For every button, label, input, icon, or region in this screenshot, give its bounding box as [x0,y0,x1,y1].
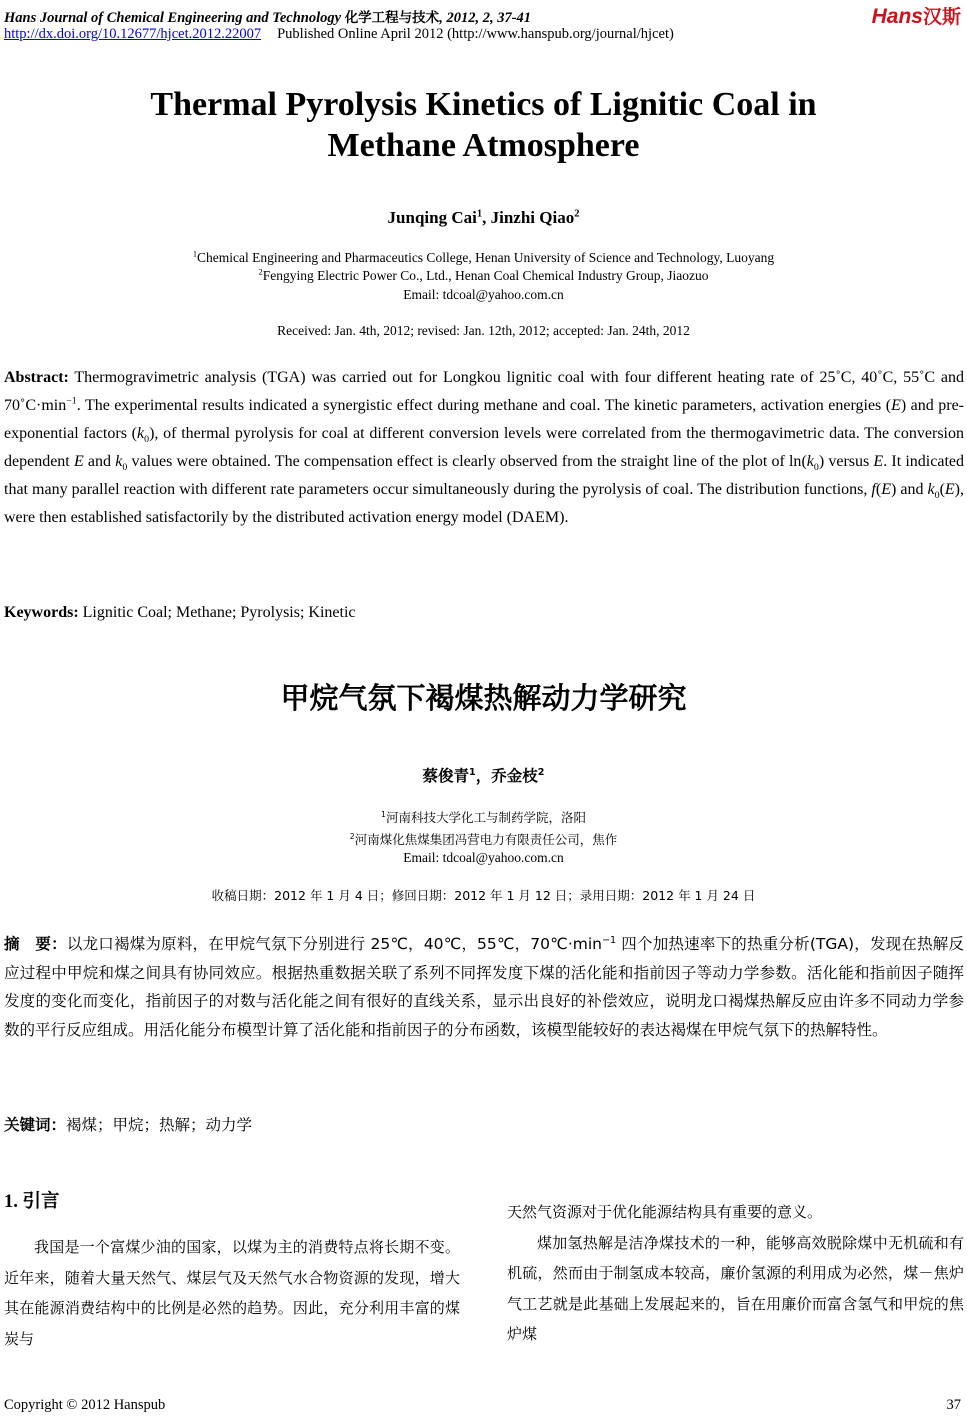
math-k0-e: $k_0(E)$ [927,481,960,502]
abstract-sup: −1 [66,395,77,407]
title-line-1: Thermal Pyrolysis Kinetics of Lignitic Coal in [150,86,817,123]
abstract-text: . It indicated that many parallel reaction with different rate parameters occur simultaneously during the pyrolysis of coal. The distribution functions, [4,453,964,498]
body-column-left [4,1232,460,1354]
cn-author-2: 乔金枝 [491,767,538,785]
affiliation-1-mark: 1 [192,249,198,259]
cn-abstract-label: 摘 要： [4,935,67,953]
cn-author-separator: ， [475,767,492,785]
body-column-right [507,1197,964,1350]
copyright: Copyright © 2012 Hanspub [4,1397,166,1413]
affiliation-2-mark: 2 [258,267,263,277]
math-k: k [137,425,145,442]
cn-affiliation-1 [0,808,967,826]
abstract-text: and [896,481,928,498]
section-title: 引言 [22,1191,60,1212]
math-e: E [873,453,884,470]
math-ln: ln [788,453,802,470]
math-k0: $(k_0)$ [131,425,155,446]
journal-name-en: Hans Journal of Chemical Engineering and Technology [4,10,342,26]
affiliation-2 [0,268,967,284]
keywords-cn [4,1113,252,1135]
affiliation-1-text: Chemical Engineering and Pharmaceutics College, Henan University of Science and Technology, Luoyang [197,250,775,265]
math-e: E [881,481,891,498]
abstract-text: Thermogravimetric analysis (TGA) was carried out for Longkou lignitic coal with four different heating rate of 25˚C, 40˚C, 55˚C and 70˚C·min [4,369,964,414]
abstract-text: , of thermal pyrolysis for coal at different conversion levels were correlated from the thermogavimetric data. The conversion dependent [4,425,965,470]
math-k: k [115,453,123,470]
body-paragraph: 我国是一个富煤少油的国家，以煤为主的消费特点将长期不变。近年来，随着大量天然气、煤层气及天然气水合物资源的发现，增大其在能源消费结构中的比例是必然的趋势。因此，充分利用丰富的煤炭与 [4,1238,460,1348]
paper-title [0,84,967,166]
math-f: f [871,481,876,498]
cn-affiliation-1-mark: 1 [381,809,386,819]
keywords-label: Keywords: [4,604,79,621]
cn-affiliation-1-text: 河南科技大学化工与制药学院，洛阳 [385,810,586,825]
cn-abstract-sup: −1 [602,934,617,946]
doi-link[interactable]: http://dx.doi.org/10.12677/hjcet.2012.22007 [4,26,262,42]
math-e: E [891,397,901,414]
abstract-cn [4,930,964,1044]
author-separator: , [482,208,491,227]
cn-received-dates: 收稿日期：2012 年 1 月 4 日；修回日期：2012 年 1 月 12 日；录用日期：2012 年 1 月 24 日 [211,888,756,903]
author-2-affil: 2 [574,208,580,220]
abstract-label: Abstract: [4,369,69,386]
hans-logo [872,2,961,29]
cn-abstract-text: 四个加热速率下的热重分析(TGA)，发现在热解反应过程中甲烷和煤之间具有协同效应。根据热重数据关联了系列不同挥发度下煤的活化能和指前因子等动力学参数。活化能和指前因子随挥发度的变化而变化，指前因子的对数与活化能之间有很好的直线关系，显示出良好的补偿效应，说明龙口褐煤热解反应由许多不同动力学参数的平行反应组成。用活化能分布模型计算了活化能和指前因子的分布函数，该模型能较好的表达褐煤在甲烷气氛下的热解特性。 [4,935,964,1039]
abstract-text: , were then established satisfactorily by the distributed activation energy model (DAEM). [4,481,964,526]
author-list [0,208,967,228]
math-k: k [806,453,814,470]
math-sub-0: 0 [144,434,150,446]
author-1: Junqing Cai [387,208,477,227]
math-sub-0: 0 [934,490,940,502]
body-paragraph: 煤加氢热解是洁净煤技术的一种，能够高效脱除煤中无机硫和有机硫，然而由于制氢成本较高，廉价氢源的利用成为必然，煤－焦炉气工艺就是此基础上发展起来的，旨在用廉价而富含氢气和甲烷的焦炉煤 [507,1233,964,1344]
journal-header [4,6,531,27]
abstract-text: and [83,453,116,470]
published-online: Published Online April 2012 (http://www.hanspub.org/journal/hjcet) [277,26,674,42]
math-sub-0: 0 [813,462,819,474]
journal-name-cn: 化学工程与技术 [344,10,440,26]
abstract-text: versus [824,453,874,470]
section-number: 1. [4,1192,23,1212]
logo-latin: Hans [871,5,923,28]
title-line-2: Methane Atmosphere [327,127,640,164]
cn-affiliation-2 [0,830,967,848]
math-sub-0: 0 [122,462,128,474]
cn-author-2-affil: 2 [537,766,545,778]
cn-author-email: Email: tdcoal@yahoo.com.cn [403,850,564,865]
abstract-text: . The experimental results indicated a synergistic effect during methane and coal. The kinetic parameters, activation energies ( [76,397,892,414]
author-email: Email: tdcoal@yahoo.com.cn [403,287,564,302]
cn-title: 甲烷气氛下褐煤热解动力学研究 [280,681,687,715]
logo-cn: 汉斯 [922,6,961,28]
abstract-text: ) and pre-exponential factors [4,397,965,442]
cn-keywords-label: 关键词： [4,1116,67,1134]
cn-author-1-affil: 1 [469,766,476,778]
journal-issue: , 2012, 2, 37-41 [439,10,532,26]
math-e: E [944,481,955,498]
cn-author-list [0,764,967,786]
cn-affiliation-2-text: 河南煤化焦煤集团冯营电力有限责任公司，焦作 [354,832,618,847]
cn-abstract-text: 以龙口褐煤为原料，在甲烷气氛下分别进行 25℃，40℃，55℃，70℃·min [66,935,603,953]
cn-author-1: 蔡俊青 [422,767,470,785]
affiliation-2-text: Fengying Electric Power Co., Ltd., Henan Coal Chemical Industry Group, Jiaozuo [262,268,709,283]
section-heading-1 [4,1187,60,1213]
keywords-en [4,604,356,622]
affiliation-1 [0,250,967,266]
cn-keywords-text: 褐煤；甲烷；热解；动力学 [66,1116,253,1134]
doi-line [4,26,674,43]
abstract-text: values were obtained. The compensation effect is clearly observed from the straight line of the plot of [127,453,789,470]
received-dates: Received: Jan. 4th, 2012; revised: Jan. 12th, 2012; accepted: Jan. 24th, 2012 [277,323,690,338]
abstract-en [4,364,964,532]
cn-affiliation-2-mark: 2 [349,831,355,841]
body-paragraph: 天然气资源对于优化能源结构具有重要的意义。 [507,1203,823,1221]
math-e: E [73,453,84,470]
keywords-text: Lignitic Coal; Methane; Pyrolysis; Kinetic [78,604,356,621]
math-k: k [927,481,935,498]
math-ln-k0: $\ln(k_0)$ [788,453,825,474]
author-2: Jinzhi Qiao [490,208,575,227]
math-f-e: f(E) [871,481,897,498]
author-1-affil: 1 [476,208,483,220]
page-number: 37 [946,1397,961,1413]
